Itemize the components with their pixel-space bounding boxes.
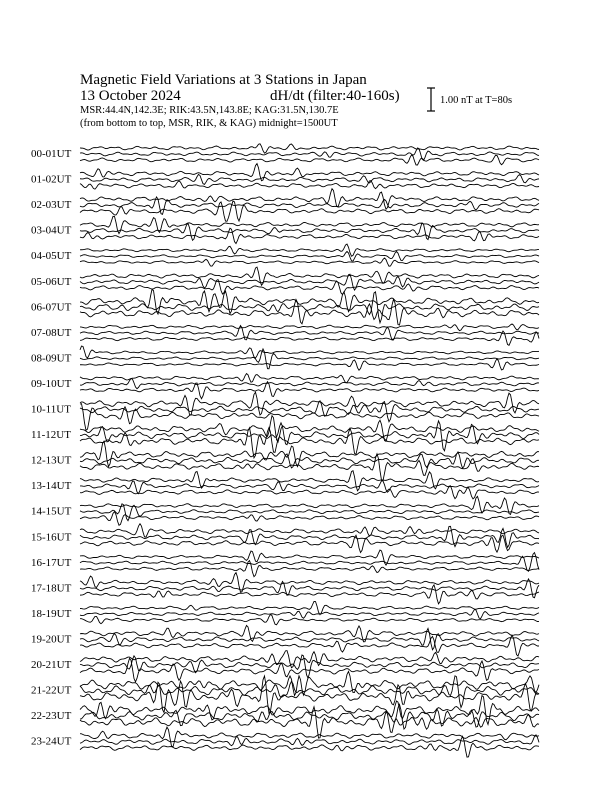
hour-label: 17-18UT bbox=[31, 582, 72, 595]
scale-bar bbox=[427, 88, 435, 111]
hour-label: 20-21UT bbox=[31, 659, 72, 671]
hour-label: 19-20UT bbox=[31, 633, 72, 646]
trace-rik bbox=[80, 676, 539, 708]
hour-label: 13-14UT bbox=[31, 480, 72, 493]
chart-title: Magnetic Field Variations at 3 Stations in Japan bbox=[80, 72, 367, 88]
hour-label: 09-10UT bbox=[31, 377, 72, 390]
trace-kag bbox=[80, 625, 539, 641]
hour-label: 01-02UT bbox=[31, 173, 72, 186]
hour-label: 08-09UT bbox=[31, 352, 72, 365]
trace-kag bbox=[80, 324, 539, 331]
hour-label: 21-22UT bbox=[31, 684, 72, 697]
trace-msr bbox=[80, 585, 539, 604]
trace-kag bbox=[80, 696, 539, 725]
hour-label: 00-01UT bbox=[31, 148, 72, 160]
trace-rik bbox=[80, 326, 539, 340]
hour-label: 23-24UT bbox=[31, 735, 72, 748]
trace-kag bbox=[80, 651, 539, 668]
trace-kag bbox=[80, 144, 539, 153]
trace-kag bbox=[80, 392, 539, 415]
trace-msr bbox=[80, 258, 539, 266]
hour-label: 02-03UT bbox=[31, 199, 72, 212]
trace-kag bbox=[80, 244, 539, 256]
hour-label: 16-17UT bbox=[31, 556, 72, 569]
trace-kag bbox=[80, 289, 539, 314]
chart-date: 13 October 2024 bbox=[80, 88, 181, 104]
hour-label: 06-07UT bbox=[31, 301, 72, 314]
trace-rik bbox=[80, 379, 539, 389]
hour-rows bbox=[31, 144, 539, 757]
trace-msr bbox=[80, 404, 539, 431]
trace-msr bbox=[80, 228, 539, 243]
hour-label: 12-13UT bbox=[31, 454, 72, 467]
trace-kag bbox=[80, 267, 539, 285]
trace-kag bbox=[80, 374, 539, 383]
hour-label: 15-16UT bbox=[31, 531, 72, 544]
hour-label: 14-15UT bbox=[31, 505, 72, 518]
trace-msr bbox=[80, 155, 539, 165]
trace-msr bbox=[80, 382, 539, 399]
hour-label: 22-23UT bbox=[31, 710, 72, 723]
trace-msr bbox=[80, 535, 539, 552]
trace-kag bbox=[80, 727, 539, 747]
trace-rik bbox=[80, 292, 539, 323]
hour-label: 07-08UT bbox=[31, 326, 72, 339]
hour-label: 11-12UT bbox=[31, 429, 71, 442]
trace-kag bbox=[80, 471, 539, 491]
trace-rik bbox=[80, 251, 539, 261]
trace-rik bbox=[80, 148, 539, 160]
chart-quantity: dH/dt (filter:40-160s) bbox=[270, 88, 400, 104]
scale-bar-label: 1.00 nT at T=80s bbox=[440, 95, 513, 106]
trace-rik bbox=[80, 609, 539, 618]
trace-msr bbox=[80, 201, 539, 221]
trace-kag bbox=[80, 524, 539, 537]
station-coordinates: MSR:44.4N,142.3E; RIK:43.5N,143.8E; KAG:31.5N,130.7E bbox=[80, 105, 339, 116]
trace-rik bbox=[80, 223, 539, 240]
trace-msr bbox=[80, 181, 539, 189]
trace-msr bbox=[80, 280, 539, 295]
trace-kag bbox=[80, 189, 539, 210]
trace-msr bbox=[80, 676, 539, 713]
trace-order-note: (from bottom to top, MSR, RIK, & KAG) midnight=1500UT bbox=[80, 118, 338, 129]
trace-kag bbox=[80, 346, 539, 358]
trace-msr bbox=[80, 512, 539, 526]
trace-msr bbox=[80, 736, 539, 757]
hour-label: 10-11UT bbox=[31, 403, 71, 416]
trace-msr bbox=[80, 486, 539, 499]
hour-label: 03-04UT bbox=[31, 224, 72, 237]
trace-msr bbox=[80, 331, 539, 345]
hour-label: 04-05UT bbox=[31, 250, 72, 263]
hour-label: 18-19UT bbox=[31, 607, 72, 620]
trace-msr bbox=[80, 428, 539, 458]
trace-msr bbox=[80, 359, 539, 370]
hour-label: 05-06UT bbox=[31, 275, 72, 288]
trace-rik bbox=[80, 421, 539, 451]
trace-msr bbox=[80, 614, 539, 624]
trace-rik bbox=[80, 174, 539, 184]
